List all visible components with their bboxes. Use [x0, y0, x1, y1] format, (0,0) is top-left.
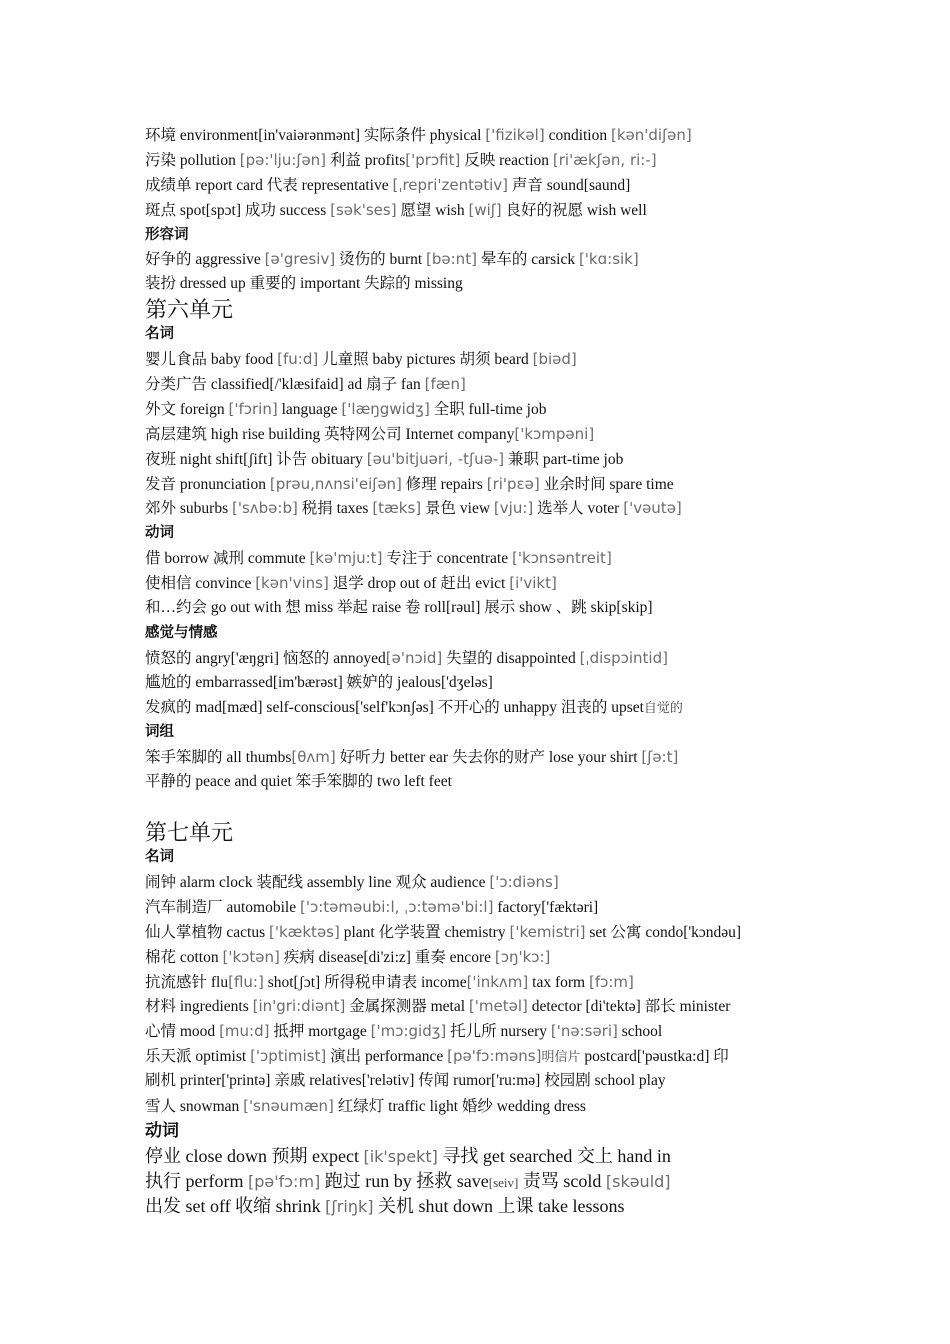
vocab-text: 声音 sound[saund] [508, 176, 631, 194]
unit-title: 第七单元 [145, 820, 234, 846]
vocab-line [145, 895, 850, 920]
phonetic: ['ɔ:təməubi:l, ˌɔ:təmə'bi:l] [300, 897, 494, 916]
vocab-text: 失望的 disappointed [442, 649, 580, 667]
vocab-text: plant 化学装置 chemistry [339, 923, 510, 941]
vocab-line [145, 1044, 850, 1069]
vocab-text: 抗流感针 flu [145, 973, 229, 991]
vocab-text: 发疯的 mad[mæd] [145, 698, 267, 716]
vocab-text: 专注于 concentrate [382, 550, 512, 568]
vocab-text: 汽车制造厂 automobile [145, 898, 300, 916]
vocab-text: 发音 pronunciation [145, 475, 270, 493]
vocab-text: 好争的 aggressive [145, 251, 265, 269]
phonetic: [ˌrepri'zentətiv] [392, 175, 509, 194]
vocab-text: 停业 close down 预期 expect [145, 1145, 364, 1166]
vocab-line [145, 496, 850, 521]
vocab-text: 心情 mood [145, 1023, 220, 1041]
vocab-text: 出发 set off 收缩 shrink [145, 1195, 326, 1216]
vocab-text: 平静的 peace and quiet 笨手笨脚的 two left feet [145, 773, 452, 791]
vocab-text: 选举人 voter [533, 500, 624, 518]
phonetic: [əu'bitjuəri, -tʃuə-] [366, 449, 505, 468]
vocab-line [145, 1144, 850, 1169]
phonetic: [mu:d] [219, 1022, 270, 1041]
phonetic: [i'vikt] [509, 574, 557, 593]
vocab-text: 棉花 cotton [145, 948, 223, 966]
vocab-text: condition [544, 127, 611, 144]
phonetic: [fæn] [424, 375, 466, 394]
phonetic: ['kæktəs] [268, 922, 340, 941]
vocab-line [145, 546, 850, 571]
vocab-text: 刷机 printer['printə] 亲戚 relatives['relətiv] 传闻 rumor['ru:mə] 校园剧 school play [145, 1072, 666, 1090]
vocab-text: 材料 ingredients [145, 998, 253, 1016]
vocab-text: self-conscious['self'kɔnʃəs] 不开心的 unhappy 沮丧的 upset [266, 698, 644, 716]
vocab-text: 使相信 convince [145, 575, 256, 593]
vocab-text: 借 borrow 减刑 commute [145, 550, 310, 568]
phonetic: [ʃriŋk] [325, 1196, 374, 1216]
vocab-text: 外文 foreign [145, 400, 229, 418]
vocab-text: 责骂 scold [518, 1170, 606, 1191]
vocab-line [145, 571, 850, 596]
small-text: 明信片 [541, 1049, 581, 1065]
vocab-text: 金属探测器 metal [345, 998, 469, 1016]
vocab-line [145, 646, 850, 671]
phonetic: [prəu,nʌnsi'eiʃən] [269, 474, 402, 493]
vocab-text: set 公寓 condo['kɔndəu] [585, 923, 742, 941]
vocab-text: school [617, 1023, 663, 1041]
vocab-text: 跑过 run by 拯救 save [320, 1170, 489, 1191]
vocab-text: 托儿所 nursery [446, 1023, 551, 1041]
vocab-text: 红绿灯 traffic light 婚纱 wedding dress [333, 1097, 586, 1115]
phonetic: [fu:d] [277, 350, 319, 369]
section-heading: 形容词 [145, 226, 189, 243]
vocab-text: 疾病 disease[di'zi:z] 重奏 encore [279, 948, 495, 966]
vocab-text: 夜班 night shift[ʃift] 讣告 obituary [145, 450, 367, 468]
section-heading: 名词 [145, 326, 174, 343]
vocab-text: 污染 pollution [145, 151, 240, 169]
vocab-line [145, 870, 850, 895]
phonetic: ['kɔmpəni] [514, 424, 595, 443]
vocab-line [145, 272, 850, 297]
vocab-text: 仙人掌植物 cactus [145, 923, 269, 941]
vocab-text: 业余时间 spare time [539, 475, 674, 493]
phonetic: [ɔŋ'kɔ:] [494, 947, 551, 966]
phonetic: [fɔ:m] [588, 972, 634, 991]
vocab-line [145, 696, 850, 721]
section-heading: 感觉与情感 [145, 624, 218, 641]
phonetic: [wiʃ] [468, 200, 502, 219]
phonetic: ['fɔrin] [228, 399, 278, 418]
phonetic: ['kɑ:sik] [578, 250, 639, 269]
vocab-text: 尴尬的 embarrassed[im'bærəst] 嫉妒的 jealous['dʒeləs] [145, 673, 493, 691]
vocab-text: 良好的祝愿 wish well [501, 201, 647, 219]
vocab-text: 利益 profits [326, 151, 406, 169]
vocab-text: 郊外 suburbs [145, 500, 232, 518]
phonetic: [pə'fɔ:məns] [447, 1047, 542, 1066]
phonetic: ['prɔfit] [405, 150, 461, 169]
vocab-text: 和…约会 go out with 想 miss 举起 raise 卷 roll[rəul] 展示 show 、跳 skip[skip] [145, 599, 653, 617]
vocab-text: 兼职 part-time job [504, 450, 624, 468]
vocab-text: 雪人 snowman [145, 1097, 244, 1115]
phonetic: [ik'spekt] [363, 1146, 438, 1166]
vocab-line [145, 347, 850, 372]
phonetic: [bə:nt] [426, 250, 477, 269]
vocab-line [145, 372, 850, 397]
vocab-line [145, 1194, 850, 1219]
vocab-text: 好听力 better ear 失去你的财产 lose your shirt [335, 749, 642, 767]
phonetic: ['inkʌm] [466, 972, 529, 991]
vocab-line [145, 198, 850, 223]
vocab-line [145, 671, 850, 696]
phonetic: [ˌdispɔintid] [579, 648, 668, 667]
vocab-line [145, 148, 850, 173]
vocab-text: 笨手笨脚的 all thumbs [145, 749, 292, 767]
phonetic: [flu:] [228, 972, 264, 991]
phonetic: [pə:'lju:ʃən] [239, 150, 327, 169]
phonetic: [θʌm] [291, 748, 336, 767]
phonetic: [tæks] [372, 499, 422, 518]
phonetic: ['nə:səri] [550, 1022, 618, 1041]
vocab-line [145, 770, 850, 795]
vocab-text: 演出 performance [326, 1048, 448, 1066]
phonetic: ['kemistri] [509, 922, 586, 941]
phonetic: ['vəutə] [623, 499, 682, 518]
vocab-line [145, 745, 850, 770]
vocab-line [145, 596, 850, 621]
phonetic: [ri'pɛə] [486, 474, 540, 493]
vocab-text: 寻找 get searched 交上 hand in [437, 1145, 671, 1166]
phonetic: [sək'ses] [330, 200, 397, 219]
vocab-text: 装扮 dressed up 重要的 important 失踪的 missing [145, 275, 463, 293]
vocab-text: 烫伤的 burnt [335, 251, 427, 269]
vocab-text: detector [di'tektə] 部长 minister [527, 998, 731, 1016]
section-heading: 动词 [145, 525, 174, 542]
vocab-text: 闹钟 alarm clock 装配线 assembly line 观众 audience [145, 873, 490, 891]
vocab-text: 愿望 wish [396, 201, 469, 219]
vocab-text: 修理 repairs [401, 475, 487, 493]
vocab-text: 抵押 mortgage [269, 1023, 371, 1041]
phonetic: ['kɔnsəntreit] [511, 549, 612, 568]
vocab-text: 成绩单 report card 代表 representative [145, 176, 393, 194]
vocab-text: 晕车的 carsick [476, 251, 579, 269]
phonetic: [ə'nɔid] [385, 648, 443, 667]
blank-line [145, 795, 850, 820]
vocab-text: 反映 reaction [460, 151, 553, 169]
vocab-text: 退学 drop out of 赶出 evict [328, 575, 510, 593]
vocab-line [145, 1019, 850, 1044]
vocab-line [145, 1169, 850, 1194]
section-heading: 词组 [145, 724, 174, 741]
vocab-line [145, 920, 850, 945]
phonetic: ['ɔptimist] [250, 1047, 327, 1066]
phonetic: [biəd] [532, 350, 577, 369]
section-heading: 动词 [145, 1120, 179, 1141]
phonetic: [vju:] [493, 499, 534, 518]
vocab-text: postcard['pəustka:d] 印 [584, 1048, 729, 1066]
phonetic: [kə'mju:t] [309, 549, 383, 568]
vocab-text: 婴儿食品 baby food [145, 351, 278, 369]
vocab-line [145, 397, 850, 422]
phonetic: ['mɔ:gidʒ] [370, 1022, 447, 1041]
unit-title: 第六单元 [145, 297, 234, 323]
vocab-text: 高层建筑 high rise building 英特网公司 Internet company [145, 425, 515, 443]
phonetic: [pə'fɔ:m] [247, 1171, 321, 1191]
vocab-text: 关机 shut down 上课 take lessons [373, 1195, 625, 1216]
small-text: 自觉的 [643, 699, 683, 715]
phonetic: ['læŋgwidʒ] [341, 399, 430, 418]
phonetic: ['fizikəl] [485, 126, 545, 144]
phonetic: [kən'diʃən] [611, 126, 692, 144]
vocab-text: language [277, 400, 342, 418]
vocab-line [145, 447, 850, 472]
phonetic: [kən'vins] [255, 574, 329, 593]
phonetic: ['sʌbə:b] [231, 499, 298, 518]
phonetic: ['kɔtən] [222, 947, 280, 966]
phonetic: ['metəl] [468, 997, 528, 1016]
vocab-text: tax form [528, 973, 589, 991]
phonetic: [ri'ækʃən, ri:-] [552, 150, 657, 169]
vocab-line [145, 994, 850, 1019]
vocab-text: 环境 environment[in'vaiərənmənt] 实际条件 physical [145, 127, 486, 144]
vocab-text: 执行 perform [145, 1170, 248, 1191]
vocab-text: 全职 full-time job [429, 400, 547, 418]
phonetic: [ə'gresiv] [264, 250, 336, 269]
vocab-text: 儿童照 baby pictures 胡须 beard [318, 351, 533, 369]
vocab-text: 税捐 taxes [297, 500, 373, 518]
phonetic: ['ɔ:diəns] [489, 872, 559, 891]
vocab-line [145, 472, 850, 497]
section-heading: 名词 [145, 849, 174, 866]
vocab-text: 景色 view [421, 500, 494, 518]
phonetic: [in'gri:diənt] [252, 997, 346, 1016]
vocab-line [145, 123, 850, 148]
phonetic: ['snəumæn] [243, 1096, 334, 1115]
vocab-text: 乐天派 optimist [145, 1048, 251, 1066]
vocab-line [145, 422, 850, 447]
vocab-line [145, 970, 850, 995]
vocab-text: shot[ʃɔt] 所得税申请表 income [263, 973, 467, 991]
small-text: [seiv] [488, 1174, 519, 1190]
vocab-line [145, 945, 850, 970]
phonetic: [ʃə:t] [641, 748, 679, 767]
vocab-line [145, 247, 850, 272]
phonetic: [skəuld] [605, 1171, 671, 1191]
vocab-line [145, 1094, 850, 1119]
vocab-text: factory['fæktəri] [493, 898, 599, 916]
vocab-text: 分类广告 classified[/'klæsifaid] ad 扇子 fan [145, 376, 425, 394]
vocab-line [145, 173, 850, 198]
vocab-line [145, 1069, 850, 1094]
vocab-text: 愤怒的 angry['æŋgri] 恼怒的 annoyed [145, 649, 386, 667]
vocab-text: 斑点 spot[spɔt] 成功 success [145, 201, 331, 219]
